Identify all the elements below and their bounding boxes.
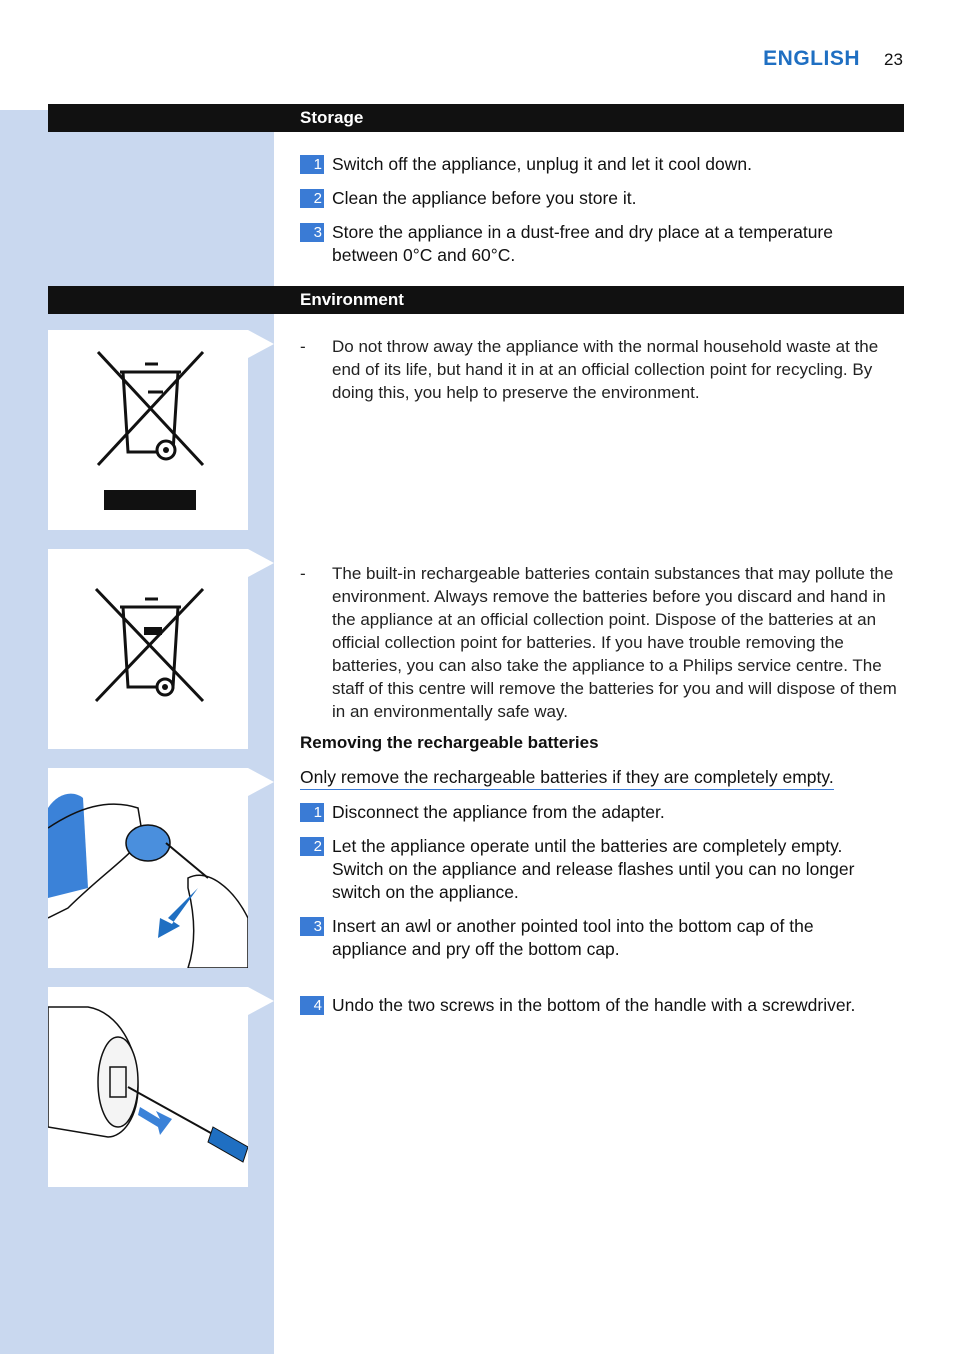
step-number: 4	[300, 996, 324, 1015]
step-number: 3	[300, 917, 324, 936]
environment-title: Environment	[300, 290, 404, 309]
crossed-battery-bin-icon	[48, 549, 248, 749]
removing-batteries-heading: Removing the rechargeable batteries	[300, 733, 599, 752]
removing-step-4	[300, 994, 890, 1017]
environment-bullet-2	[300, 562, 900, 723]
bullet-text: Do not throw away the appliance with the normal household waste at the end of its life, but hand it in at an official collection point for recycling. By doing this, you help to preserve the environment.	[332, 337, 879, 402]
battery-bin-illustration	[48, 549, 248, 749]
bullet-text: The built-in rechargeable batteries contain substances that may pollute the environment. Always remove the batteries before you discard and hand in the appliance at an official collection point. Dispose of the batteries at an official collection point for batteries. If you have trouble removing the batteries, you can also take the appliance to a Philips service centre. The staff of this centre will remove the batteries for you and will dispose of them in an environmentally safe way.	[332, 564, 897, 721]
removing-step-3	[300, 915, 890, 961]
bullet-dash: -	[300, 337, 306, 356]
weee-bin-illustration	[48, 330, 248, 530]
step-number: 1	[300, 155, 324, 174]
panel-pointer	[248, 987, 274, 1015]
step-number: 3	[300, 223, 324, 242]
storage-step-2	[300, 187, 890, 210]
environment-section-bar	[48, 286, 904, 314]
screwdriver-icon	[48, 987, 248, 1187]
step-number: 2	[300, 189, 324, 208]
step-text: Insert an awl or another pointed tool into the bottom cap of the appliance and pry off the bottom cap.	[332, 916, 814, 959]
bullet-dash: -	[300, 564, 306, 583]
environment-bullet-1	[300, 335, 890, 404]
removing-step-2	[300, 835, 890, 904]
hand-awl-icon	[48, 768, 248, 968]
step-text: Clean the appliance before you store it.	[332, 188, 637, 208]
storage-step-1	[300, 153, 890, 176]
step-number: 1	[300, 803, 324, 822]
screwdriver-illustration	[48, 987, 248, 1187]
step-text: Let the appliance operate until the batteries are completely empty. Switch on the appliance and release flashes until you can no longer switch on the appliance.	[332, 836, 855, 902]
storage-step-3	[300, 221, 890, 267]
storage-section-bar	[48, 104, 904, 132]
step-text: Store the appliance in a dust-free and dry place at a temperature between 0°C and 60°C.	[332, 222, 833, 265]
step-text: Switch off the appliance, unplug it and let it cool down.	[332, 154, 752, 174]
removing-batteries-note: Only remove the rechargeable batteries if they are completely empty.	[300, 767, 834, 790]
step-text: Disconnect the appliance from the adapter.	[332, 802, 665, 822]
removing-step-1	[300, 801, 890, 824]
storage-title: Storage	[300, 108, 364, 127]
pry-cap-illustration	[48, 768, 248, 968]
page-number: 23	[884, 50, 903, 69]
language-label: ENGLISH	[763, 47, 860, 70]
panel-pointer	[248, 330, 274, 358]
crossed-bin-icon	[48, 330, 248, 530]
panel-pointer	[248, 768, 274, 796]
step-text: Undo the two screws in the bottom of the handle with a screwdriver.	[332, 995, 856, 1015]
step-number: 2	[300, 837, 324, 856]
panel-pointer	[248, 549, 274, 577]
